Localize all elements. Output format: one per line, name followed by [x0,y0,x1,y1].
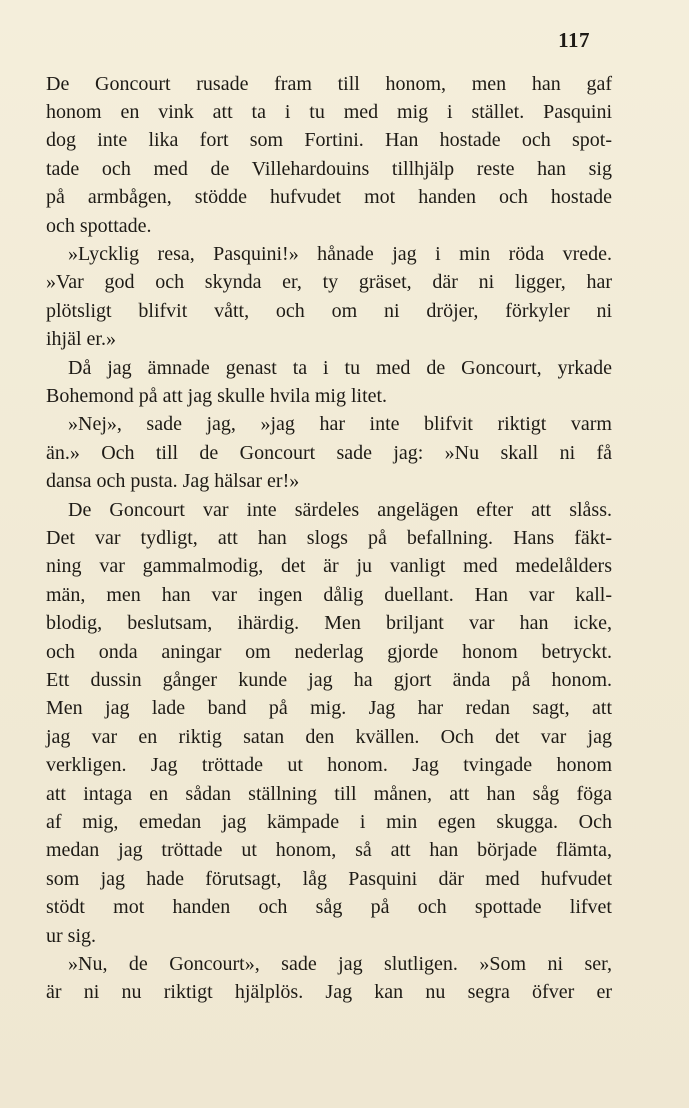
text-line: män, men han var ingen dålig duellant. Han var kall- [46,584,612,606]
text-line: De Goncourt var inte särdeles angelägen efter att slåss. [68,499,612,521]
text-line: än.» Och till de Goncourt sade jag: »Nu skall ni få [46,442,612,464]
text-line: jag var en riktig satan den kvällen. Och det var jag [46,726,612,748]
text-line: och onda aningar om nederlag gjorde honom betryckt. [46,641,612,663]
text-line: Men jag lade band på mig. Jag har redan sagt, att [46,697,612,719]
text-line: verkligen. Jag tröttade ut honom. Jag tvingade honom [46,754,612,776]
text-line: och spottade. [46,215,152,237]
text-line: »Nej», sade jag, »jag har inte blifvit riktigt varm [68,413,612,435]
text-line: som jag hade förutsagt, låg Pasquini där med hufvudet [46,868,612,890]
text-line: dog inte lika fort som Fortini. Han hostade och spot- [46,129,612,151]
text-line: på armbågen, stödde hufvudet mot handen och hostade [46,186,612,208]
text-line: plötsligt blifvit vått, och om ni dröjer, förkyler ni [46,300,612,322]
text-line: Ett dussin gånger kunde jag ha gjort ända på honom. [46,669,612,691]
text-line: tade och med de Villehardouins tillhjälp reste han sig [46,158,612,180]
text-line: De Goncourt rusade fram till honom, men han gaf [46,73,612,95]
text-line: dansa och pusta. Jag hälsar er!» [46,470,300,492]
text-line: Det var tydligt, att han slogs på befallning. Hans fäkt- [46,527,612,549]
page-number: 117 [558,28,590,52]
text-line: »Var god och skynda er, ty gräset, där ni ligger, har [46,271,612,293]
text-line: medan jag tröttade ut honom, så att han började flämta, [46,839,612,861]
text-line: »Lycklig resa, Pasquini!» hånade jag i min röda vrede. [68,243,612,265]
text-line: »Nu, de Goncourt», sade jag slutligen. »Som ni ser, [68,953,612,975]
text-line: att intaga en sådan ställning till månen, att han såg föga [46,783,612,805]
text-line: Bohemond på att jag skulle hvila mig litet. [46,385,388,407]
text-line: blodig, beslutsam, ihärdig. Men briljant var han icke, [46,612,612,634]
text-line: ihjäl er.» [46,328,116,350]
text-line: honom en vink att ta i tu med mig i stället. Pasquini [46,101,612,123]
text-line: ur sig. [46,925,96,947]
text-line: Då jag ämnade genast ta i tu med de Goncourt, yrkade [68,357,612,379]
text-line: stödt mot handen och såg på och spottade lifvet [46,896,612,918]
text-line: ning var gammalmodig, det är ju vanligt med medelålders [46,555,612,577]
text-line: af mig, emedan jag kämpade i min egen skugga. Och [46,811,612,833]
text-line: är ni nu riktigt hjälplös. Jag kan nu segra öfver er [46,981,612,1003]
